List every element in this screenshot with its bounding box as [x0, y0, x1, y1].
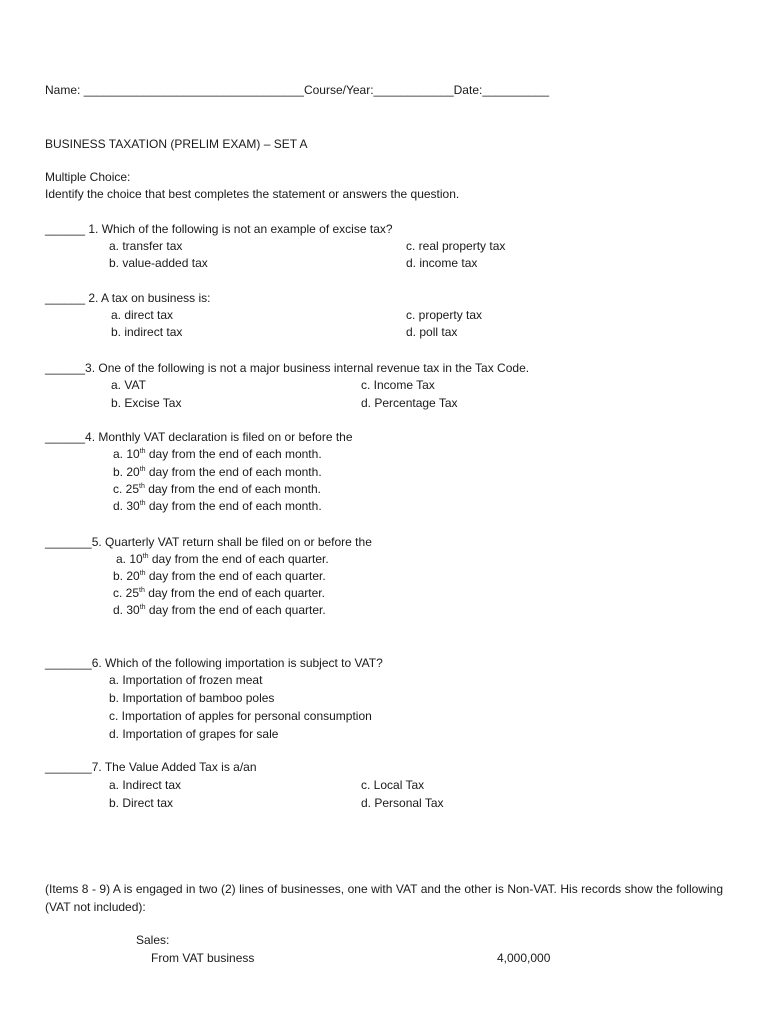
option-a: a. direct tax — [111, 308, 174, 322]
answer-blank[interactable]: _______ — [45, 535, 92, 549]
option-text: d. 30 — [113, 603, 140, 617]
sales-row-amount: 4,000,000 — [497, 951, 551, 965]
question-1 — [45, 221, 735, 270]
option-text: c. 25 — [113, 482, 140, 496]
instructions-heading: Multiple Choice: — [45, 170, 131, 184]
option-a — [116, 551, 329, 567]
ordinal-suffix: th — [139, 448, 146, 455]
option-c: c. Importation of apples for personal consumption — [109, 709, 372, 723]
option-text: a. 10 — [116, 552, 143, 566]
question-5 — [45, 534, 735, 617]
ordinal-suffix: th — [139, 483, 145, 490]
option-b: b. Importation of bamboo poles — [109, 691, 275, 705]
answer-blank[interactable]: _______ — [45, 760, 92, 774]
question-6 — [45, 655, 735, 741]
option-d — [113, 602, 326, 618]
option-text: day from the end of each quarter. — [145, 569, 326, 583]
option-b — [113, 464, 322, 480]
answer-blank[interactable]: ______ — [45, 430, 86, 444]
option-b — [113, 568, 326, 584]
question-text: 2. A tax on business is: — [85, 291, 211, 305]
option-text: day from the end of each quarter. — [148, 552, 329, 566]
problem-text: (Items 8 - 9) A is engaged in two (2) lines of businesses, one with VAT and the other is Non-VAT. His records show the following (VAT not included): — [45, 882, 723, 914]
question-stem — [45, 360, 735, 376]
option-d: d. Personal Tax — [361, 796, 444, 810]
option-a: a. transfer tax — [109, 239, 183, 253]
option-a: a. Indirect tax — [109, 778, 182, 792]
question-text: 6. Which of the following importation is subject to VAT? — [91, 656, 383, 670]
ordinal-suffix: th — [142, 553, 149, 560]
name-blank[interactable]: _________________________________ — [83, 83, 304, 97]
option-c: c. Local Tax — [361, 778, 425, 792]
question-stem — [45, 221, 735, 237]
exam-title: BUSINESS TAXATION (PRELIM EXAM) – SET A — [45, 137, 308, 151]
sales-row-label: From VAT business — [151, 951, 255, 965]
question-7 — [45, 759, 735, 810]
date-blank[interactable]: __________ — [482, 83, 550, 97]
question-stem — [45, 534, 735, 550]
question-2 — [45, 290, 735, 339]
option-text: day from the end of each month. — [145, 447, 322, 461]
option-c: c. property tax — [406, 308, 483, 322]
option-b: b. Excise Tax — [111, 396, 182, 410]
option-d: d. Percentage Tax — [361, 396, 458, 410]
option-d — [113, 498, 322, 514]
question-text: 3. One of the following is not a major business internal revenue tax in the Tax Code. — [85, 361, 530, 375]
answer-blank[interactable]: ______ — [45, 291, 86, 305]
ordinal-suffix: th — [139, 466, 146, 473]
question-text: 1. Which of the following is not an example of excise tax? — [85, 222, 393, 236]
ordinal-suffix: th — [139, 604, 146, 611]
option-text: d. 30 — [113, 499, 140, 513]
question-text: 5. Quarterly VAT return shall be filed on or before the — [91, 535, 372, 549]
ordinal-suffix: th — [139, 570, 146, 577]
option-text: b. 20 — [113, 569, 140, 583]
option-c: c. Income Tax — [361, 378, 435, 392]
header-line — [45, 82, 549, 98]
option-a — [113, 446, 322, 462]
option-b: b. Direct tax — [109, 796, 174, 810]
option-d: d. Importation of grapes for sale — [109, 727, 279, 741]
question-stem — [45, 655, 735, 671]
ordinal-suffix: th — [139, 587, 145, 594]
question-stem — [45, 759, 735, 775]
date-label: Date: — [453, 83, 483, 97]
option-text: day from the end of each month. — [145, 465, 322, 479]
option-text: b. 20 — [113, 465, 140, 479]
option-text: a. 10 — [113, 447, 140, 461]
answer-blank[interactable]: ______ — [45, 222, 86, 236]
question-stem — [45, 429, 735, 445]
option-text: c. 25 — [113, 586, 140, 600]
option-d: d. income tax — [406, 256, 478, 270]
option-text: day from the end of each month. — [145, 499, 322, 513]
option-text: day from the end of each month. — [144, 482, 321, 496]
question-3 — [45, 360, 735, 410]
question-stem — [45, 290, 735, 306]
option-a: a. VAT — [111, 378, 146, 392]
answer-blank[interactable]: ______ — [45, 361, 86, 375]
name-label: Name: — [45, 83, 81, 97]
question-text: 7. The Value Added Tax is a/an — [91, 760, 257, 774]
course-blank[interactable]: ____________ — [373, 83, 454, 97]
option-c: c. real property tax — [406, 239, 506, 253]
ordinal-suffix: th — [139, 500, 146, 507]
option-text: day from the end of each quarter. — [145, 603, 326, 617]
option-d: d. poll tax — [406, 325, 458, 339]
option-b: b. value-added tax — [109, 256, 208, 270]
sales-label: Sales: — [136, 933, 170, 947]
course-label: Course/Year: — [303, 83, 374, 97]
option-b: b. indirect tax — [111, 325, 183, 339]
option-a: a. Importation of frozen meat — [109, 673, 263, 687]
option-text: day from the end of each quarter. — [144, 586, 325, 600]
answer-blank[interactable]: _______ — [45, 656, 92, 670]
question-4 — [45, 429, 735, 513]
question-text: 4. Monthly VAT declaration is filed on or before the — [85, 430, 353, 444]
option-c — [113, 481, 321, 497]
option-c — [113, 585, 325, 601]
instructions-text: Identify the choice that best completes the statement or answers the question. — [45, 187, 460, 201]
